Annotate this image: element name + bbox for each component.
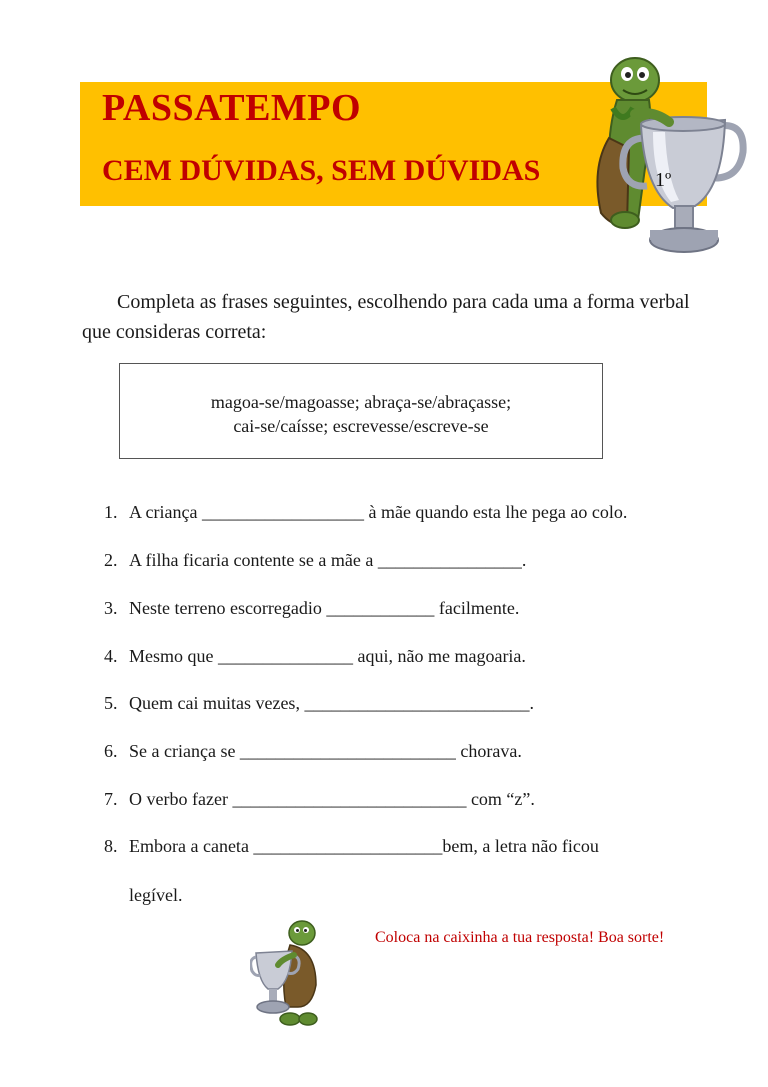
word-bank-line-1: magoa-se/magoasse; abraça-se/abraçasse; — [210, 392, 512, 412]
question-text: O verbo fazer __________________________ com “z”. — [129, 789, 535, 809]
question-text: Mesmo que _______________ aqui, não me magoaria. — [129, 646, 526, 666]
question-text: Se a criança se ________________________ chorava. — [129, 741, 522, 761]
question-text: A criança __________________ à mãe quando esta lhe pega ao colo. — [129, 502, 628, 522]
question-text: Embora a caneta _____________________bem, a letra não ficou — [129, 836, 599, 856]
page-subtitle: CEM DÚVIDAS, SEM DÚVIDAS — [102, 154, 541, 187]
question-text: Neste terreno escorregadio ____________ facilmente. — [129, 598, 520, 618]
question-number: 1. — [104, 502, 118, 522]
question-list — [104, 500, 724, 907]
question-text-continued: legível. — [129, 885, 183, 905]
footer-note: Coloca na caixinha a tua resposta! Boa sorte! — [375, 929, 665, 946]
question-number: 3. — [104, 598, 118, 618]
question-number: 8. — [104, 836, 118, 856]
question-item — [104, 644, 724, 668]
question-item — [104, 787, 724, 811]
word-bank-line-2: cai-se/caísse; escrevesse/escreve-se — [233, 416, 489, 436]
question-item — [104, 739, 724, 763]
turtle-trophy-illustration — [583, 48, 753, 268]
turtle-trophy-small-illustration — [250, 915, 330, 1030]
question-number: 2. — [104, 550, 118, 570]
trophy-label: 1º — [655, 169, 672, 191]
question-item — [104, 548, 724, 572]
word-bank-box — [119, 363, 603, 459]
page-title: PASSATEMPO — [102, 87, 362, 129]
question-item — [104, 691, 724, 715]
question-text: A filha ficaria contente se a mãe a ________________. — [129, 550, 527, 570]
question-item — [104, 834, 724, 907]
question-text: Quem cai muitas vezes, _________________________. — [129, 693, 534, 713]
instructions: Completa as frases seguintes, escolhendo para cada uma a forma verbal que consideras correta: — [82, 291, 690, 343]
question-number: 5. — [104, 693, 118, 713]
question-item — [104, 500, 724, 524]
question-number: 7. — [104, 789, 118, 809]
question-number: 6. — [104, 741, 118, 761]
question-number: 4. — [104, 646, 118, 666]
question-item — [104, 596, 724, 620]
